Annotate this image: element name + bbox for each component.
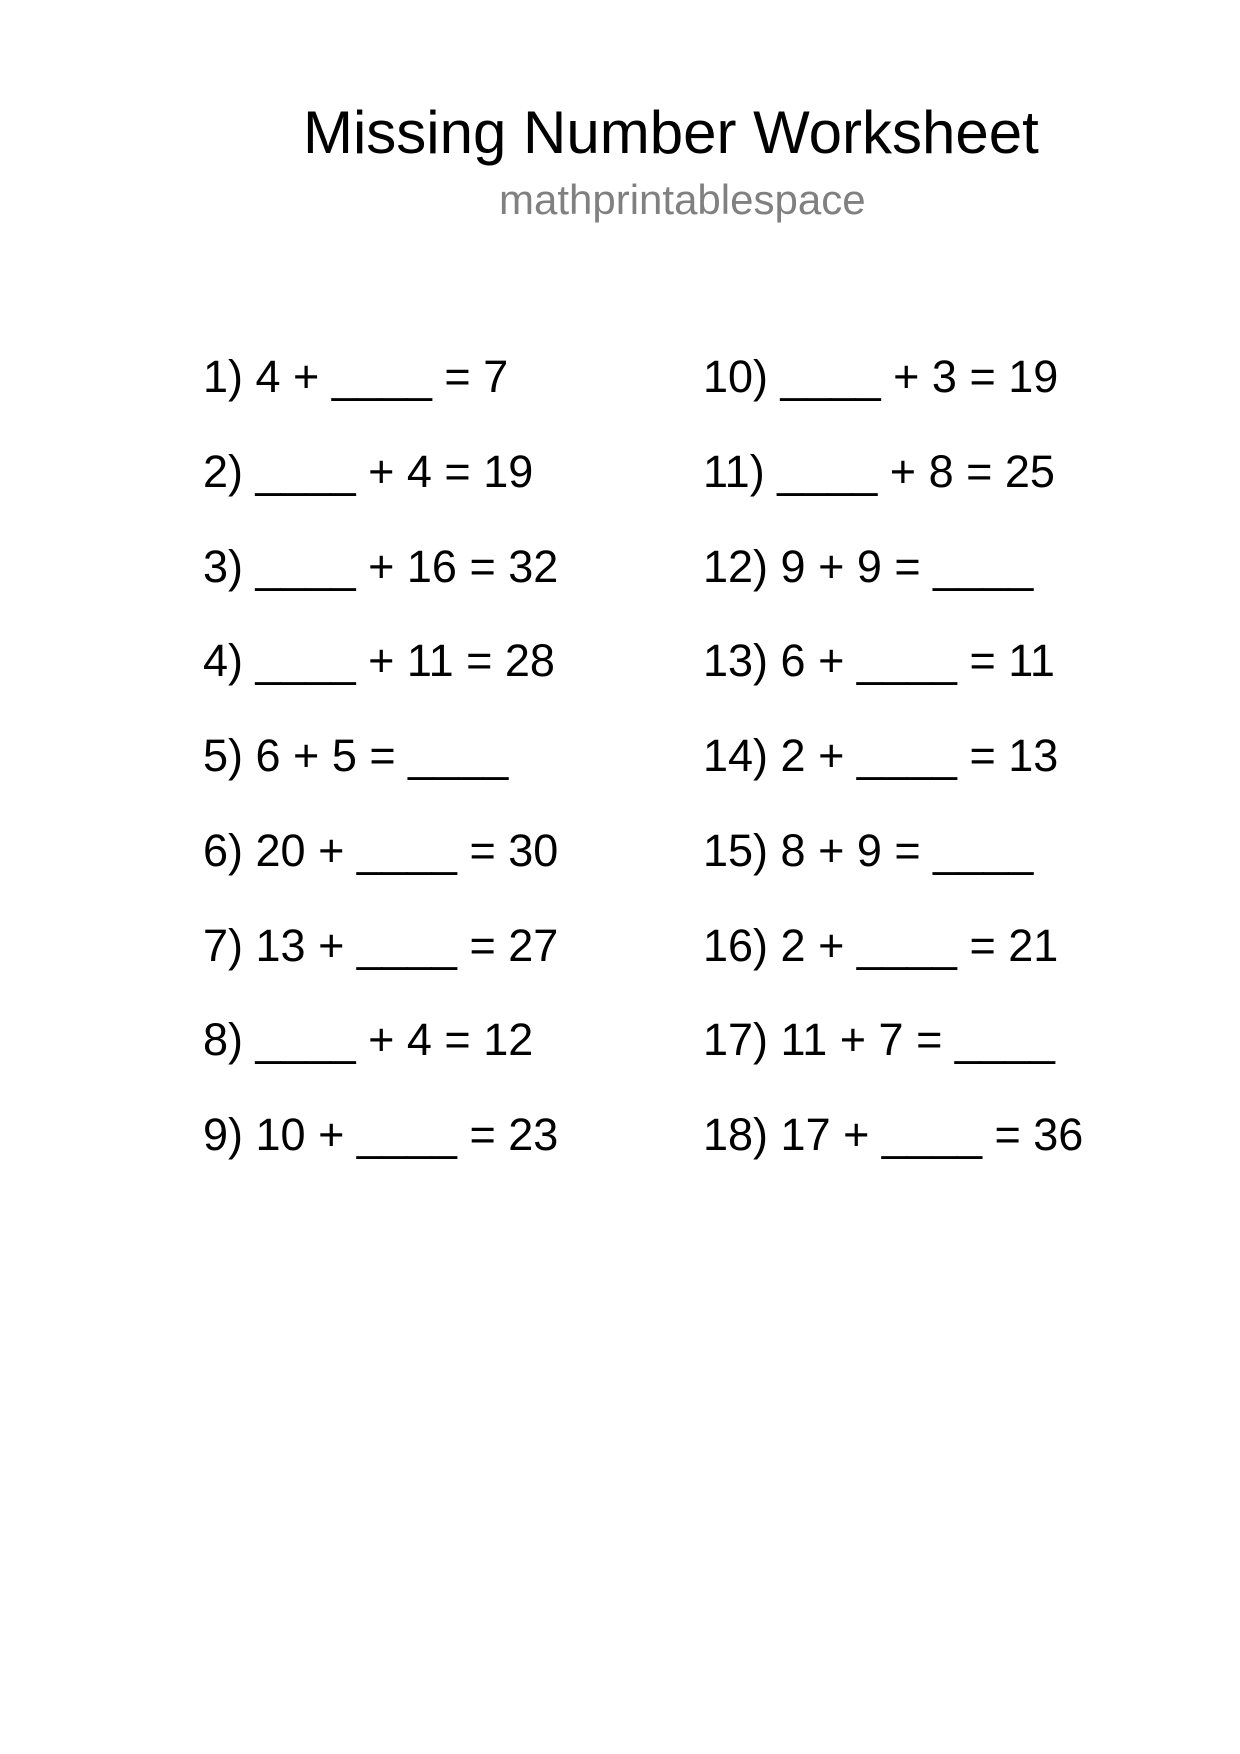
problem-6: 6) 20 + ____ = 30 <box>203 824 559 876</box>
problem-11: 11) ____ + 8 = 25 <box>703 445 1055 497</box>
problems-right-column <box>703 352 1083 1205</box>
problem-4: 4) ____ + 11 = 28 <box>203 635 555 687</box>
worksheet-subtitle: mathprintablespace <box>499 176 866 223</box>
problem-17: 17) 11 + 7 = ____ <box>703 1014 1055 1066</box>
worksheet-title: Missing Number Worksheet <box>303 99 1039 166</box>
problem-15: 15) 8 + 9 = ____ <box>703 824 1034 876</box>
problem-13: 13) 6 + ____ = 11 <box>703 635 1055 687</box>
problem-9: 9) 10 + ____ = 23 <box>203 1109 559 1160</box>
problem-7: 7) 13 + ____ = 27 <box>203 919 559 971</box>
problem-14: 14) 2 + ____ = 13 <box>703 730 1059 781</box>
problem-18: 18) 17 + ____ = 36 <box>703 1109 1084 1160</box>
problem-2: 2) ____ + 4 = 19 <box>203 445 534 497</box>
problem-5: 5) 6 + 5 = ____ <box>203 730 509 781</box>
problem-12: 12) 9 + 9 = ____ <box>703 540 1034 592</box>
problem-10: 10) ____ + 3 = 19 <box>703 351 1059 402</box>
problem-16: 16) 2 + ____ = 21 <box>703 919 1059 971</box>
problem-8: 8) ____ + 4 = 12 <box>203 1014 534 1066</box>
problem-3: 3) ____ + 16 = 32 <box>203 540 559 592</box>
problem-1: 1) 4 + ____ = 7 <box>203 351 509 402</box>
problems-left-column <box>203 352 558 1205</box>
